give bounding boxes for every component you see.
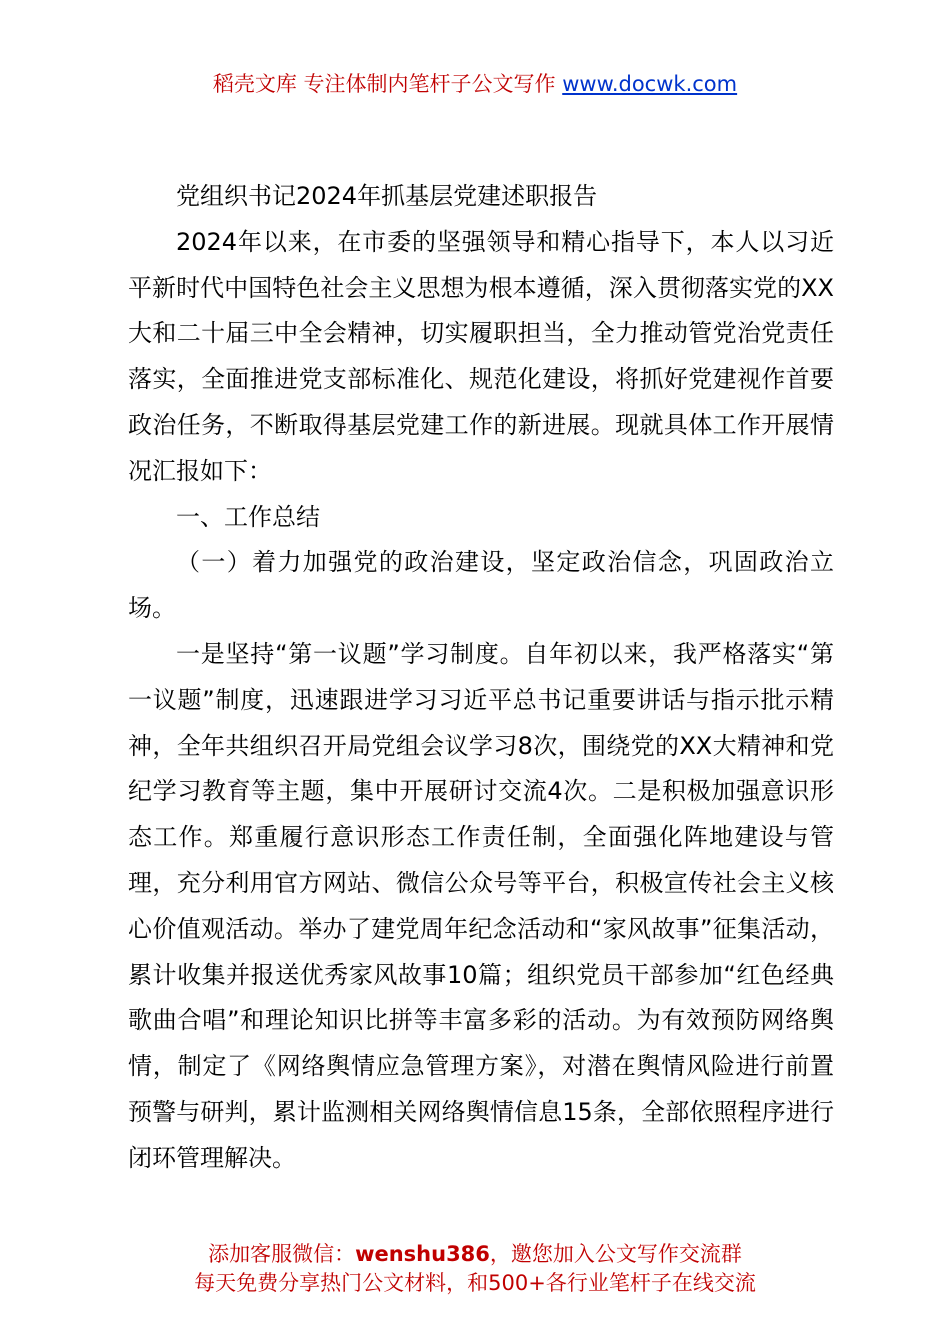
paragraph-body: 一是坚持“第一议题”学习制度。自年初以来，我严格落实“第一议题”制度，迅速跟进学习习近平总书记重要讲话与指示批示精神，全年共组织召开局党组会议学习8次，围绕党的XX大精神和党纪学习教育等主题，集中开展研讨交流4次。二是积极加强意识形态工作。郑重履行意识形态工作责任制，全面强化阵地建设与管理，充分利用官方网站、微信公众号等平台，积极宣传社会主义核心价值观活动。举办了建党周年纪念活动和“家风故事”征集活动，累计收集并报送优秀家风故事10篇；组织党员干部参加“红色经典歌曲合唱”和理论知识比拼等丰富多彩的活动。为有效预防网络舆情，制定了《网络舆情应急管理方案》，对潜在舆情风险进行前置预警与研判，累计监测相关网络舆情信息15条，全部依照程序进行闭环管理解决。 <box>128 639 834 1172</box>
site-header <box>0 70 950 98</box>
promo-footer <box>0 1240 950 1298</box>
site-url-link[interactable]: www.docwk.com <box>562 72 738 96</box>
section-heading: 一、工作总结 <box>176 502 320 531</box>
paragraph-intro: 2024年以来，在市委的坚强领导和精心指导下，本人以习近平新时代中国特色社会主义思想为根本遵循，深入贯彻落实党的XX大和二十届三中全会精神，切实履职担当，全力推动管党治党责任落实，全面推进党支部标准化、规范化建设，将抓好党建视作首要政治任务，不断取得基层党建工作的新进展。现就具体工作开展情况汇报如下： <box>128 227 834 485</box>
document-body <box>128 174 834 1182</box>
document-title: 党组织书记2024年抓基层党建述职报告 <box>176 182 598 210</box>
promo-line-2: 每天免费分享热门公文材料，和500+各行业笔杆子在线交流 <box>194 1271 756 1295</box>
site-tagline: 稻壳文库 专注体制内笔杆子公文写作 <box>212 72 563 96</box>
wechat-id: wenshu386 <box>355 1242 490 1266</box>
promo-suffix: ，邀您加入公文写作交流群 <box>489 1242 742 1266</box>
promo-line-1 <box>0 1240 950 1269</box>
promo-prefix: 添加客服微信： <box>208 1242 356 1266</box>
subsection-heading: （一）着力加强党的政治建设，坚定政治信念，巩固政治立场。 <box>128 548 834 623</box>
